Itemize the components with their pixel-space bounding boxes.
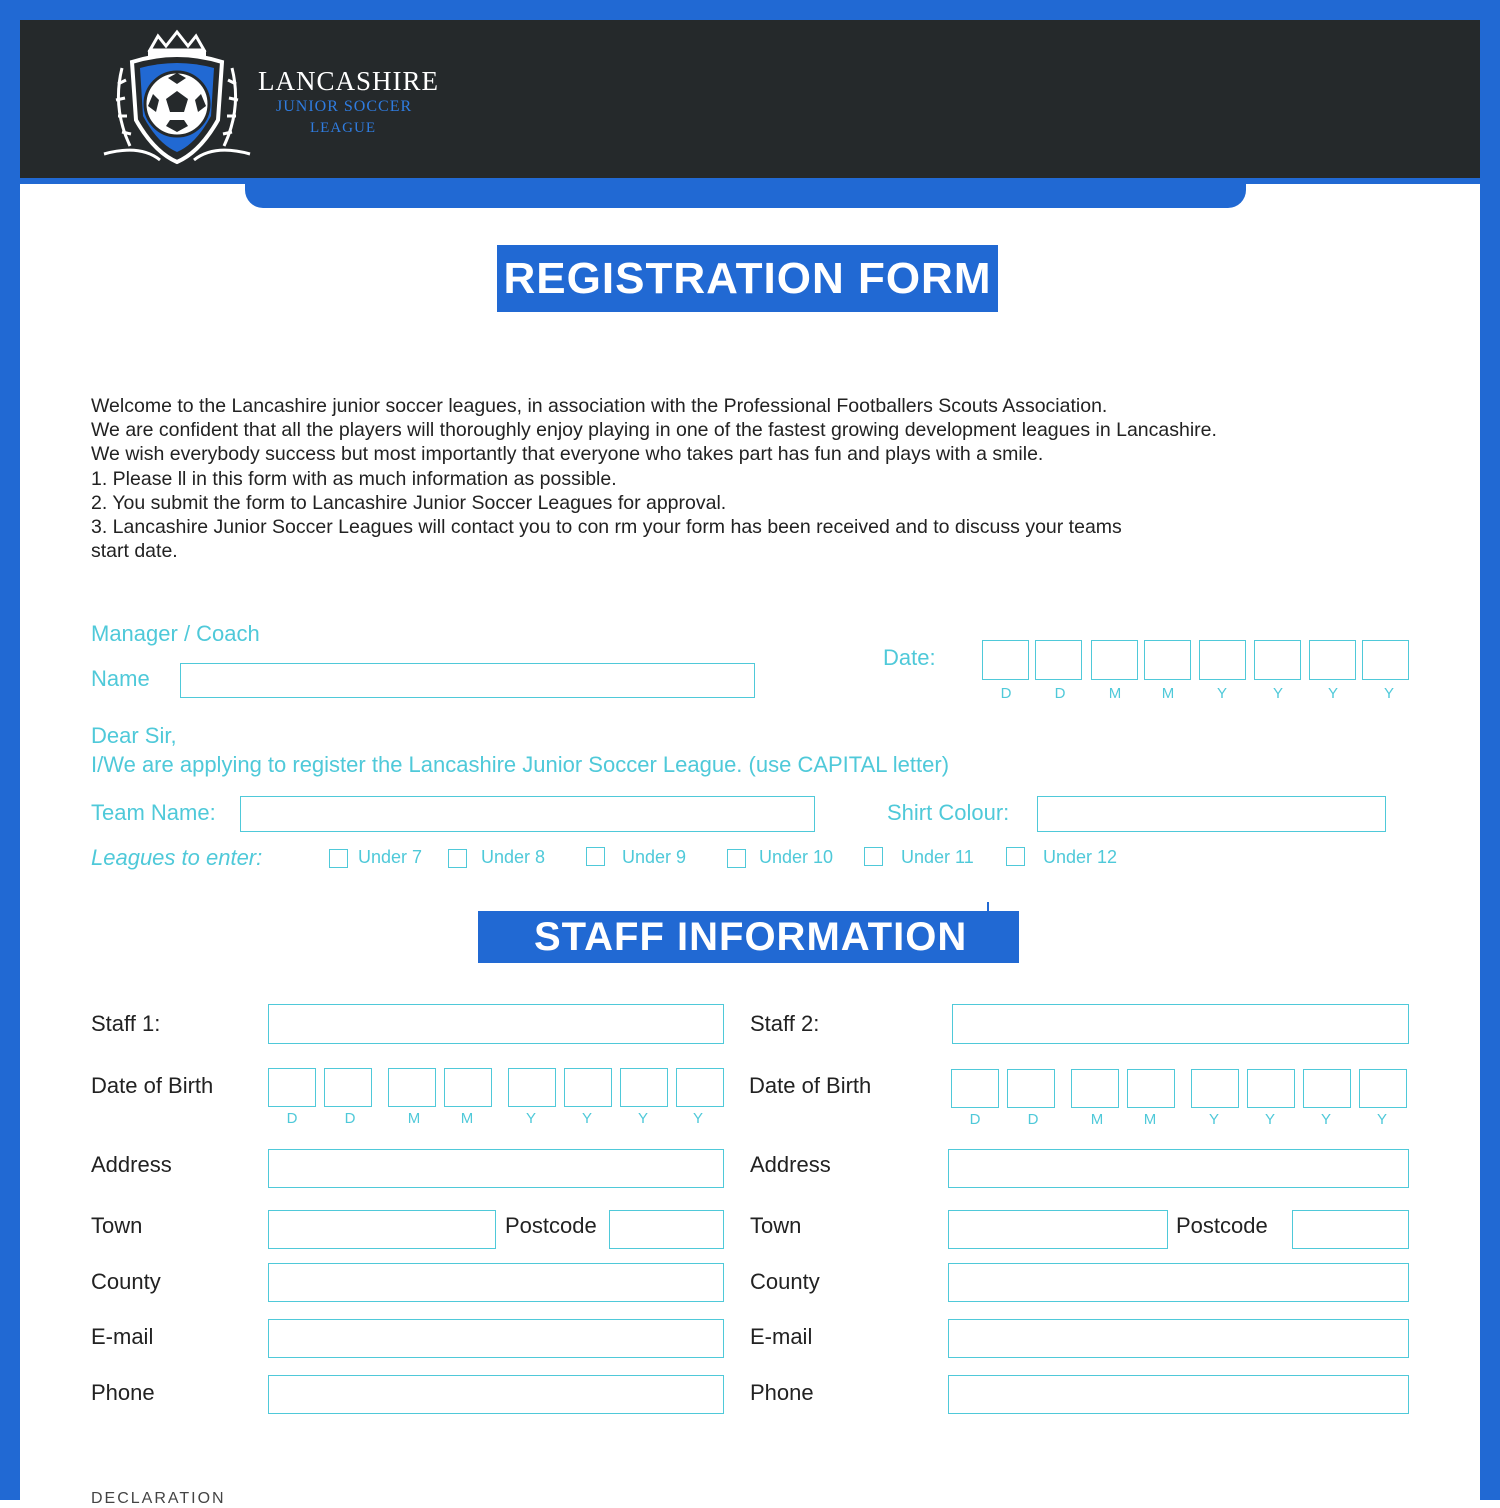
date-letter: M — [407, 1110, 421, 1127]
staff-1-dob-box[interactable] — [268, 1068, 316, 1107]
form-title: REGISTRATION FORM — [503, 253, 992, 303]
staff-2-dob-box[interactable] — [1359, 1069, 1407, 1108]
staff-1-town-label: Town — [91, 1213, 143, 1238]
team-name-input[interactable] — [240, 796, 815, 832]
staff-1-dob-box[interactable] — [508, 1068, 556, 1107]
date-letter: Y — [692, 1110, 703, 1127]
staff-2-email-input[interactable] — [948, 1319, 1409, 1358]
date-letter: Y — [1272, 685, 1283, 702]
salutation: Dear Sir, — [91, 723, 177, 748]
date-letter: Y — [1320, 1111, 1331, 1128]
form-title-banner — [497, 245, 998, 312]
league-crest-logo — [100, 28, 255, 168]
staff-1-dob-label: Date of Birth — [91, 1073, 214, 1098]
leagues-label: Leagues to enter: — [91, 845, 263, 870]
shirt-colour-label: Shirt Colour: — [887, 800, 1010, 825]
staff-2-town-label: Town — [750, 1213, 802, 1238]
date-letter: D — [1000, 685, 1012, 702]
league-checkbox-under-12[interactable] — [1006, 847, 1025, 866]
intro-line: We wish everybody success but most importantly that everyone who takes part has fun and plays with a smile. — [91, 443, 1044, 466]
league-checkbox-under-7[interactable] — [329, 849, 348, 868]
date-letter: M — [1143, 1111, 1157, 1128]
staff-1-phone-label: Phone — [91, 1380, 155, 1405]
league-option-label: Under 7 — [358, 847, 423, 867]
date-letter: Y — [1216, 685, 1227, 702]
staff-2-dob-box[interactable] — [1303, 1069, 1351, 1108]
staff-1-heading: Staff 1: — [91, 1011, 161, 1036]
staff-1-address-label: Address — [91, 1152, 172, 1177]
staff-1-address-input[interactable] — [268, 1149, 724, 1188]
staff-1-dob-box[interactable] — [564, 1068, 612, 1107]
staff-2-dob-box[interactable] — [1127, 1069, 1175, 1108]
date-letter: Y — [1376, 1111, 1387, 1128]
league-option-label: Under 12 — [1043, 847, 1118, 867]
staff-2-phone-label: Phone — [750, 1380, 814, 1405]
shirt-colour-input[interactable] — [1037, 796, 1386, 832]
manager-heading: Manager / Coach — [91, 621, 260, 646]
league-checkbox-under-9[interactable] — [586, 847, 605, 866]
date-letter: D — [1027, 1111, 1039, 1128]
date-letter: M — [460, 1110, 474, 1127]
date-letter: M — [1108, 685, 1122, 702]
intro-line: Welcome to the Lancashire junior soccer leagues, in association with the Professional Footballers Scouts Association. — [91, 395, 1108, 417]
intro-text — [91, 394, 1391, 563]
staff-1-email-input[interactable] — [268, 1319, 724, 1358]
date-letter: Y — [1264, 1111, 1275, 1128]
intro-line: 3. Lancashire Junior Soccer Leagues will contact you to con rm your form has been received and to discuss your teams — [91, 516, 1122, 539]
banner-tick-mark — [987, 902, 989, 940]
date-box-year-4[interactable] — [1362, 640, 1409, 680]
intro-line: We are confident that all the players will thoroughly enjoy playing in one of the fastest growing development leagues in Lancashire. — [91, 419, 1217, 442]
brand-subtitle: JUNIOR SOCCER — [276, 98, 413, 115]
staff-2-town-input[interactable] — [948, 1210, 1168, 1249]
date-letter: M — [1090, 1111, 1104, 1128]
date-label: Date: — [883, 645, 936, 670]
staff-2-dob-box[interactable] — [1071, 1069, 1119, 1108]
date-box-year-1[interactable] — [1199, 640, 1246, 680]
staff-1-dob-box[interactable] — [324, 1068, 372, 1107]
manager-name-label: Name — [91, 666, 150, 691]
league-option-label: Under 10 — [759, 847, 834, 867]
date-letter: D — [344, 1110, 356, 1127]
staff-1-email-label: E-mail — [91, 1324, 154, 1349]
staff-2-county-input[interactable] — [948, 1263, 1409, 1302]
staff-1-postcode-input[interactable] — [609, 1210, 724, 1249]
league-checkbox-under-11[interactable] — [864, 847, 883, 866]
date-letter: Y — [1383, 685, 1394, 702]
date-letter: D — [1054, 685, 1066, 702]
staff-2-dob-box[interactable] — [1191, 1069, 1239, 1108]
date-box-month-1[interactable] — [1091, 640, 1138, 680]
page-border-top — [0, 0, 1500, 20]
declaration-heading: DECLARATION — [91, 1490, 226, 1507]
staff-2-address-input[interactable] — [948, 1149, 1409, 1188]
staff-2-dob-box[interactable] — [1007, 1069, 1055, 1108]
league-option-label: Under 9 — [622, 847, 687, 867]
staff-section-title: STAFF INFORMATION — [534, 915, 968, 959]
staff-2-phone-input[interactable] — [948, 1375, 1409, 1414]
staff-1-dob-box[interactable] — [444, 1068, 492, 1107]
staff-1-county-input[interactable] — [268, 1263, 724, 1302]
date-letter: Y — [1327, 685, 1338, 702]
staff-1-name-input[interactable] — [268, 1004, 724, 1044]
date-box-day-2[interactable] — [1035, 640, 1082, 680]
date-letter: Y — [1208, 1111, 1219, 1128]
header-tab — [245, 178, 1246, 208]
date-letter: Y — [581, 1110, 592, 1127]
staff-1-dob-box[interactable] — [388, 1068, 436, 1107]
staff-1-county-label: County — [91, 1269, 161, 1294]
staff-2-name-input[interactable] — [952, 1004, 1409, 1044]
staff-2-dob-box[interactable] — [951, 1069, 999, 1108]
staff-1-postcode-label: Postcode — [505, 1213, 597, 1238]
date-box-year-3[interactable] — [1309, 640, 1356, 680]
date-letter: M — [1161, 685, 1175, 702]
date-letter: D — [969, 1111, 981, 1128]
staff-1-dob-box[interactable] — [620, 1068, 668, 1107]
date-letter: Y — [525, 1110, 536, 1127]
date-box-month-2[interactable] — [1144, 640, 1191, 680]
staff-2-county-label: County — [750, 1269, 820, 1294]
brand-subtitle-2: LEAGUE — [310, 120, 376, 136]
staff-section-banner — [478, 911, 1019, 963]
staff-2-postcode-label: Postcode — [1176, 1213, 1268, 1238]
staff-2-email-label: E-mail — [750, 1324, 813, 1349]
brand-name: LANCASHIRE — [258, 66, 440, 96]
intro-line: 2. You submit the form to Lancashire Junior Soccer Leagues for approval. — [91, 491, 727, 514]
staff-1-town-input[interactable] — [268, 1210, 496, 1249]
application-statement: I/We are applying to register the Lancashire Junior Soccer League. (use CAPITAL letter) — [91, 752, 950, 777]
staff-2-postcode-input[interactable] — [1292, 1210, 1409, 1249]
staff-2-address-label: Address — [750, 1152, 831, 1177]
league-option-label: Under 11 — [901, 847, 974, 867]
league-option-label: Under 8 — [481, 847, 546, 867]
staff-1-phone-input[interactable] — [268, 1375, 724, 1414]
date-letter: Y — [637, 1110, 648, 1127]
staff-2-dob-box[interactable] — [1247, 1069, 1295, 1108]
date-box-day-1[interactable] — [982, 640, 1029, 680]
date-box-year-2[interactable] — [1254, 640, 1301, 680]
intro-line: 1. Please ll in this form with as much information as possible. — [91, 467, 617, 490]
page-border-left — [0, 0, 20, 1500]
intro-line: start date. — [91, 540, 178, 563]
manager-name-input[interactable] — [180, 663, 755, 698]
league-checkbox-under-8[interactable] — [448, 849, 467, 868]
staff-1-dob-box[interactable] — [676, 1068, 724, 1107]
staff-2-dob-label: Date of Birth — [749, 1073, 872, 1098]
staff-2-heading: Staff 2: — [750, 1011, 820, 1036]
page-border-right — [1480, 0, 1500, 1500]
team-name-label: Team Name: — [91, 800, 216, 825]
date-letter: D — [286, 1110, 298, 1127]
league-checkbox-under-10[interactable] — [727, 849, 746, 868]
